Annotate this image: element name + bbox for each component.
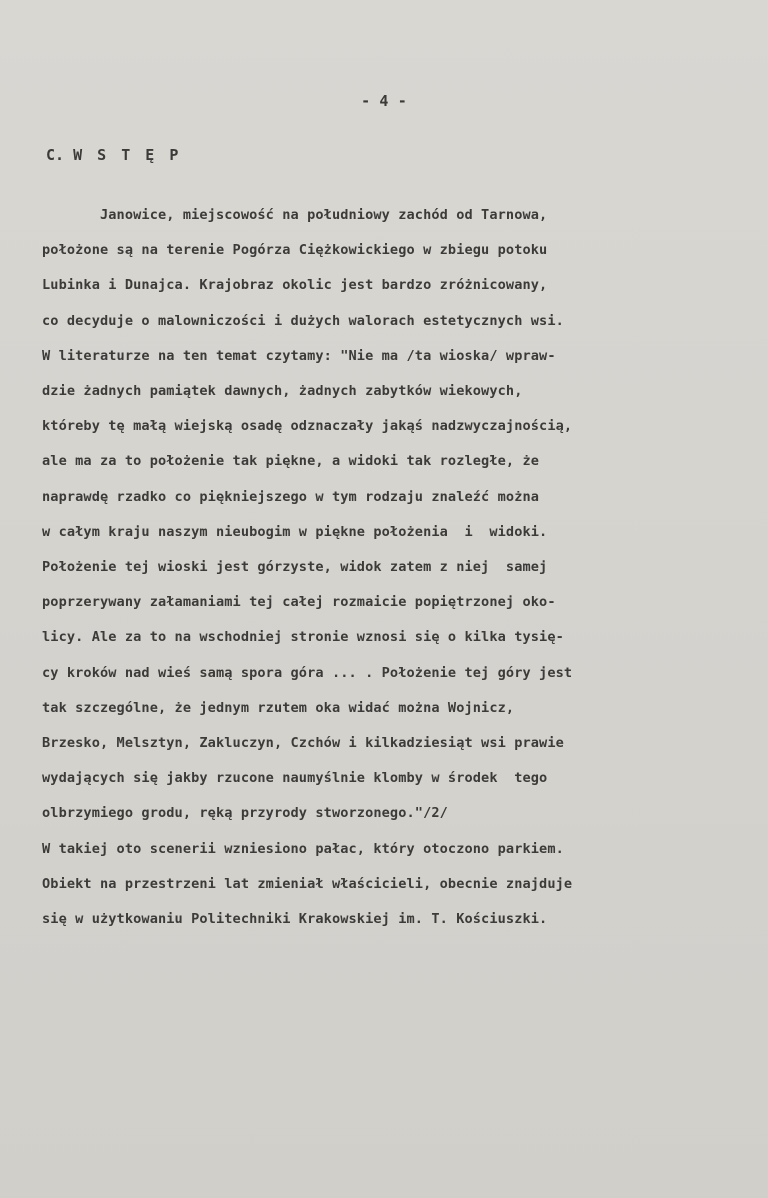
body-line: Położenie tej wioski jest górzyste, widok zatem z niej samej: [42, 559, 548, 575]
body-line: w całym kraju naszym nieubogim w piękne położenia i widoki.: [42, 523, 548, 540]
body-line: dzie żadnych pamiątek dawnych, żadnych zabytków wiekowych,: [42, 383, 523, 399]
body-line: poprzerywany załamaniami tej całej rozmaicie popiętrzonej oko-: [42, 594, 556, 611]
section-heading-prefix: C.: [46, 146, 65, 164]
body-line: naprawdę rzadko co piękniejszego w tym rodzaju znaleźć można: [42, 488, 540, 505]
section-heading: [46, 146, 181, 164]
section-heading-title: W S T Ę P: [73, 146, 182, 164]
body-line: położone są na terenie Pogórza Ciężkowickiego w zbiegu potoku: [42, 242, 548, 259]
body-line: któreby tę małą wiejską osadę odznaczały jakąś nadzwyczajnością,: [42, 418, 573, 435]
body-line: tak szczególne, że jednym rzutem oka widać można Wojnicz,: [42, 699, 515, 716]
body-line: ale ma za to położenie tak piękne, a widoki tak rozległe, że: [42, 453, 540, 470]
body-line: Brzesko, Melsztyn, Zakluczyn, Czchów i kilkadziesiąt wsi prawie: [42, 735, 564, 751]
body-line: cy kroków nad wieś samą spora góra ... . Położenie tej góry jest: [42, 664, 573, 681]
body-line: co decyduje o malowniczości i dużych walorach estetycznych wsi.: [42, 312, 564, 329]
body-line: Janowice, miejscowość na południowy zachód od Tarnowa,: [42, 207, 548, 223]
body-line: Lubinka i Dunajca. Krajobraz okolic jest bardzo zróżnicowany,: [42, 277, 548, 294]
page-number: - 4 -: [361, 92, 407, 110]
body-line: Obiekt na przestrzeni lat zmieniał właścicieli, obecnie znajduje: [42, 875, 573, 892]
body-line: wydających się jakby rzucone naumyślnie klomby w środek tego: [42, 770, 548, 787]
body-line: licy. Ale za to na wschodniej stronie wznosi się o kilka tysię-: [42, 629, 564, 646]
body-line: olbrzymiego grodu, ręką przyrody stworzonego."/2/: [42, 805, 448, 822]
body-line: W takiej oto scenerii wzniesiono pałac, który otoczono parkiem.: [42, 840, 564, 857]
body-line: się w użytkowaniu Politechniki Krakowskiej im. T. Kościuszki.: [42, 911, 548, 927]
body-line: W literaturze na ten temat czytamy: "Nie ma /ta wioska/ wpraw-: [42, 347, 556, 364]
